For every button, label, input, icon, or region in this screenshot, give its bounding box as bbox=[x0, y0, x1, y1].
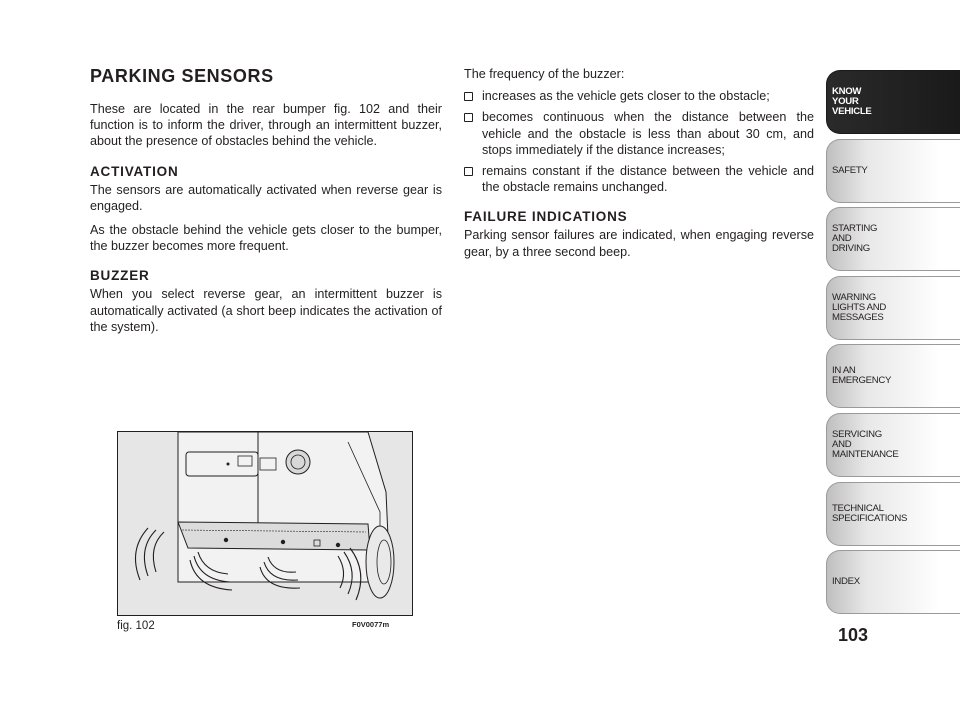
left-column bbox=[90, 66, 442, 343]
failure-paragraph: Parking sensor failures are indicated, when engaging reverse gear, by a three second beep. bbox=[464, 228, 814, 259]
buzzer-heading: BUZZER bbox=[90, 268, 150, 284]
tab-know-your-vehicle[interactable] bbox=[826, 70, 960, 134]
tab-label: INDEX bbox=[832, 576, 860, 588]
section-title: PARKING SENSORS bbox=[90, 66, 274, 86]
bullet-text: becomes continuous when the distance between the vehicle and the obstacle is less than about 30 cm, and stops immediately if the distance increases; bbox=[482, 110, 814, 157]
figure-code: F0V0077m bbox=[352, 620, 390, 629]
figure-rear-bumper-sensors bbox=[117, 431, 413, 616]
bullet-item bbox=[464, 109, 814, 158]
bullet-item bbox=[464, 88, 814, 104]
activation-heading: ACTIVATION bbox=[90, 163, 179, 179]
frequency-intro: The frequency of the buzzer: bbox=[464, 67, 625, 81]
tab-label: SAFETY bbox=[832, 164, 868, 176]
checkbox-bullet-icon bbox=[464, 113, 476, 121]
bullet-item bbox=[464, 163, 814, 195]
tab-warning-lights-and-messages[interactable] bbox=[826, 276, 960, 340]
tab-safety[interactable] bbox=[826, 139, 960, 203]
bullet-text: increases as the vehicle gets closer to the obstacle; bbox=[482, 89, 770, 104]
figure-caption: fig. 102 bbox=[117, 620, 155, 632]
right-column bbox=[464, 66, 814, 266]
tab-servicing-and-maintenance[interactable] bbox=[826, 413, 960, 477]
buzzer-paragraph: When you select reverse gear, an intermittent buzzer is automatically activated (a short beep indicates the activation of the system). bbox=[90, 287, 442, 334]
tab-label: KNOW YOUR VEHICLE bbox=[832, 86, 872, 117]
tab-in-an-emergency[interactable] bbox=[826, 344, 960, 408]
tab-index[interactable] bbox=[826, 550, 960, 614]
bullet-text: remains constant if the distance between the vehicle and the obstacle remains unchanged. bbox=[482, 164, 814, 195]
checkbox-bullet-icon bbox=[464, 167, 476, 175]
tab-label: SERVICING AND MAINTENANCE bbox=[832, 428, 899, 460]
activation-paragraph-1: The sensors are automatically activated when reverse gear is engaged. bbox=[90, 182, 442, 213]
page-number: 103 bbox=[837, 625, 869, 645]
tab-starting-and-driving[interactable] bbox=[826, 207, 960, 271]
failure-heading: FAILURE INDICATIONS bbox=[464, 209, 628, 225]
activation-paragraph-2: As the obstacle behind the vehicle gets closer to the bumper, the buzzer becomes more frequent. bbox=[90, 223, 442, 254]
intro-paragraph: These are located in the rear bumper fig. 102 and their function is to inform the driver, through an intermittent buzzer, about the presence of obstacles behind the vehicle. bbox=[90, 102, 442, 149]
tab-label: WARNING LIGHTS AND MESSAGES bbox=[832, 291, 887, 323]
chapter-tabs bbox=[826, 70, 960, 619]
checkbox-bullet-icon bbox=[464, 92, 476, 100]
rear-van-illustration bbox=[118, 432, 412, 615]
tab-label: STARTING AND DRIVING bbox=[832, 223, 878, 255]
tab-label: TECHNICAL SPECIFICATIONS bbox=[832, 502, 908, 524]
tab-technical-specifications[interactable] bbox=[826, 482, 960, 546]
tab-label: IN AN EMERGENCY bbox=[832, 365, 892, 387]
